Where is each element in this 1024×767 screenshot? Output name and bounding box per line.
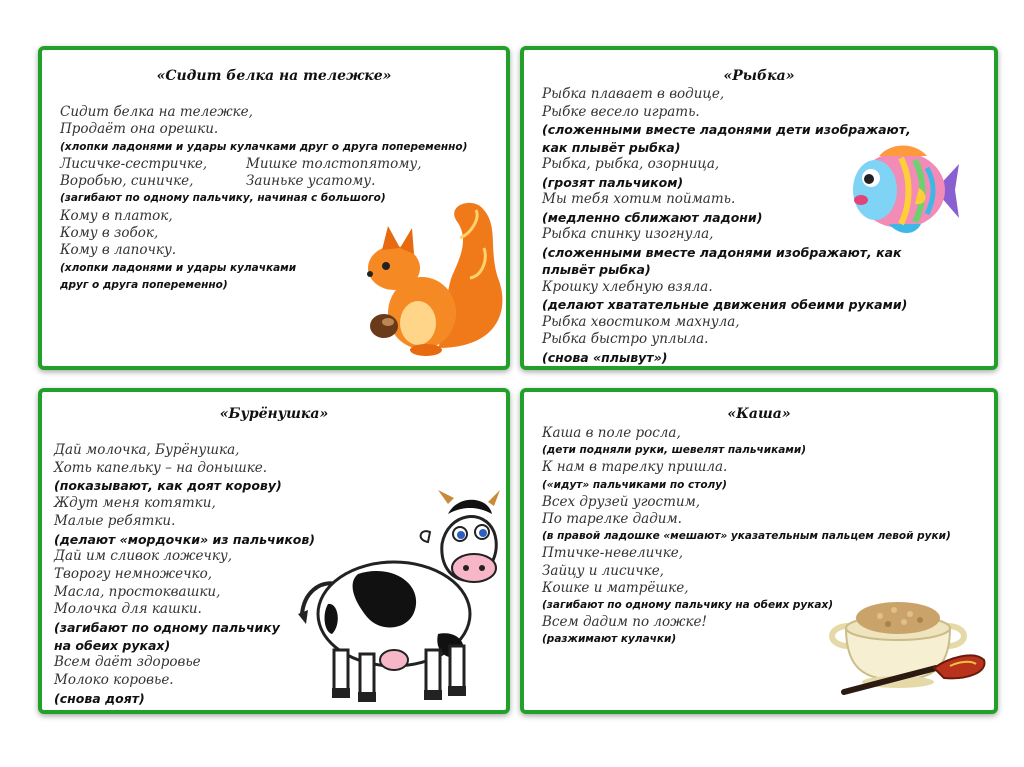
verse-line: Кошке и матрёшке, <box>542 579 689 596</box>
card-title: «Рыбка» <box>723 68 795 84</box>
verse-line: Сидит белка на тележке, <box>60 104 253 120</box>
instruction-line: (показывают, как доят корову) <box>54 478 282 494</box>
verse-line: Всем даёт здоровье <box>54 654 201 671</box>
rhyme-text <box>54 442 315 708</box>
verse-line: По тарелке дадим. <box>542 511 682 528</box>
verse-line: Птичке-невеличке, <box>542 545 684 562</box>
instruction-line: (делают хватательные движения обеими руками) <box>542 297 908 312</box>
verse-line-pair <box>60 156 467 173</box>
verse-line: Хоть капельку – на донышке. <box>54 459 268 476</box>
instruction-line: (хлопки ладонями и удары кулачками <box>60 261 297 274</box>
verse-line: Дай молочка, Бурёнушка, <box>54 442 240 458</box>
instruction-line: как плывёт рыбка) <box>542 139 681 155</box>
instruction-line: (медленно сближают ладони) <box>542 209 763 225</box>
instruction-line: (делают «мордочки» из пальчиков) <box>54 531 316 547</box>
instruction-line: (грозят пальчиком) <box>542 174 684 190</box>
instruction-line: (дети подняли руки, шевелят пальчиками) <box>542 444 807 457</box>
verse-line: Продаёт она орешки. <box>60 121 219 138</box>
instruction-line: (сложенными вместе ладонями изображают, как <box>542 244 902 260</box>
verse-line-pair <box>60 173 467 190</box>
verse-line: Рыбка плавает в водице, <box>542 86 725 102</box>
verse-line: Зайцу и лисичке, <box>542 562 664 579</box>
verse-line: Молоко коровье. <box>54 672 174 689</box>
verse-line: Рыбка хвостиком махнула, <box>542 313 740 330</box>
instruction-line: (снова «плывут») <box>542 349 668 365</box>
instruction-line: (загибают по одному пальчику <box>54 620 280 636</box>
card-porridge <box>520 388 998 714</box>
verse-line: Рыбке весело играть. <box>542 103 700 120</box>
card-title: «Бурёнушка» <box>219 406 329 422</box>
verse-line: Всем дадим по ложке! <box>542 614 707 631</box>
verse-line: Молочка для кашки. <box>54 601 202 618</box>
verse-line: Дай им сливок ложечку, <box>54 548 233 565</box>
verse-line: Воробью, синичке, <box>60 173 194 190</box>
squirrel-illustration <box>360 198 510 358</box>
card-cow <box>38 388 510 714</box>
verse-line: Лисичке-сестричке, <box>60 155 208 172</box>
verse-line: Всех друзей угостим, <box>542 493 701 510</box>
instruction-line: на обеих руках) <box>54 637 171 653</box>
verse-line: Заиньке усатому. <box>246 173 376 190</box>
instruction-line: плывёт рыбка) <box>542 262 651 277</box>
verse-line: Кому в лапочку. <box>60 242 177 259</box>
verse-line: Ждут меня котятки, <box>54 495 216 512</box>
instruction-line: («идут» пальчиками по столу) <box>542 478 727 491</box>
verse-line: Масла, простоквашки, <box>54 583 221 600</box>
fish-illustration <box>849 138 961 242</box>
verse-line: К нам в тарелку пришла. <box>542 459 728 476</box>
card-title: «Каша» <box>727 406 791 422</box>
card-fish <box>520 46 998 370</box>
verse-line: Малые ребятки. <box>54 512 176 529</box>
instruction-line: (загибают по одному пальчику, начиная с большого) <box>60 192 386 205</box>
instruction-line: друг о друга попеременно) <box>60 278 228 291</box>
instruction-line: (сложенными вместе ладонями дети изображают, <box>542 122 911 137</box>
verse-line: Творогу немножечко, <box>54 565 213 582</box>
instruction-line: (разжимают кулачки) <box>542 633 677 646</box>
verse-line: Крошку хлебную взяла. <box>542 278 713 295</box>
porridge-bowl-illustration <box>824 588 994 706</box>
verse-line: Каша в поле росла, <box>542 425 681 441</box>
verse-line: Мы тебя хотим поймать. <box>542 191 736 207</box>
verse-line: Рыбка быстро уплыла. <box>542 331 709 347</box>
instruction-line: (загибают по одному пальчику на обеих руках) <box>542 599 834 612</box>
card-title: «Сидит белка на тележке» <box>156 68 392 84</box>
instruction-line: (снова доят) <box>54 690 145 706</box>
cow-illustration <box>298 484 504 706</box>
verse-line: Кому в зобок, <box>60 225 159 242</box>
verse-line: Рыбка, рыбка, озорница, <box>542 156 720 172</box>
verse-line: Рыбка спинку изогнула, <box>542 226 714 242</box>
instruction-line: (хлопки ладонями и удары кулачками друг о друга попеременно) <box>60 140 468 153</box>
verse-line: Мишке толстопятому, <box>246 155 422 172</box>
verse-line: Кому в платок, <box>60 207 173 224</box>
card-squirrel <box>38 46 510 370</box>
instruction-line: (в правой ладошке «мешают» указательным пальцем левой руки) <box>542 530 951 543</box>
